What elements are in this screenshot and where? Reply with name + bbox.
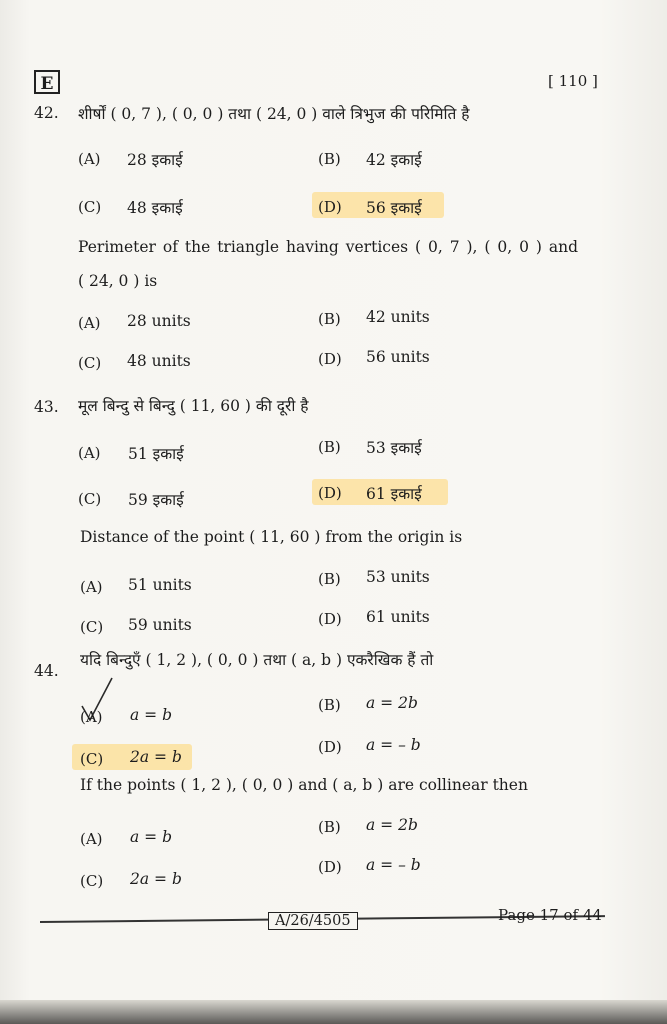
q44-english-option-b: a = 2b: [366, 816, 418, 834]
q43-hindi-option-b-label: (B): [318, 438, 341, 456]
q44-hindi-option-c: 2a = b: [130, 748, 182, 766]
q42-english-option-a: 28 units: [127, 312, 191, 330]
q44-hindi-option-b-label: (B): [318, 696, 341, 714]
question-43-hindi: मूल बिन्दु से बिन्दु ( 11, 60 ) की दूरी है: [78, 397, 309, 415]
q42-hindi-option-c-label: (C): [78, 198, 102, 216]
q44-hindi-option-d: a = – b: [366, 736, 421, 754]
question-44-english: If the points ( 1, 2 ), ( 0, 0 ) and ( a, b ) are collinear then: [80, 776, 528, 794]
q42-hindi-option-b: 42 इकाई: [366, 151, 422, 169]
q44-english-option-a: a = b: [130, 828, 173, 846]
paper-code: A/26/4505: [268, 912, 358, 930]
q43-hindi-option-c: 59 इकाई: [128, 491, 184, 509]
q43-hindi-option-c-label: (C): [78, 490, 102, 508]
q44-hindi-option-a: a = b: [130, 706, 173, 724]
q44-english-option-d: a = – b: [366, 856, 421, 874]
q42-hindi-option-b-label: (B): [318, 150, 341, 168]
q42-english-option-d-label: (D): [318, 350, 342, 368]
scan-shadow: [0, 1000, 667, 1024]
q44-hindi-option-b: a = 2b: [366, 694, 418, 712]
q44-english-option-c-label: (C): [80, 872, 104, 890]
q42-hindi-option-c: 48 इकाई: [127, 199, 183, 217]
q43-hindi-option-d: 61 इकाई: [366, 485, 422, 503]
q43-english-option-c-label: (C): [80, 618, 104, 636]
q44-english-option-a-label: (A): [80, 830, 103, 848]
q44-english-option-b-label: (B): [318, 818, 341, 836]
question-43-english: Distance of the point ( 11, 60 ) from the origin is: [80, 528, 463, 546]
q42-hindi-option-d: 56 इकाई: [366, 199, 422, 217]
q42-hindi-option-a-label: (A): [78, 150, 101, 168]
q43-english-option-d: 61 units: [366, 608, 430, 626]
question-number-42: 42.: [34, 104, 59, 122]
q42-english-option-a-label: (A): [78, 314, 101, 332]
page-code: [ 110 ]: [548, 72, 598, 90]
q42-english-option-b-label: (B): [318, 310, 341, 328]
q42-hindi-option-d-label: (D): [318, 198, 342, 216]
q42-english-option-c: 48 units: [127, 352, 191, 370]
q44-hindi-option-c-label: (C): [80, 750, 104, 768]
question-42-english-line1: Perimeter of the triangle having vertices ( 0, 7 ), ( 0, 0 ) and: [78, 238, 578, 256]
q44-english-option-d-label: (D): [318, 858, 342, 876]
q44-hindi-option-d-label: (D): [318, 738, 342, 756]
q42-english-option-b: 42 units: [366, 308, 430, 326]
question-42-english-line2: ( 24, 0 ) is: [78, 272, 158, 290]
section-box: E: [34, 70, 60, 94]
q43-hindi-option-d-label: (D): [318, 484, 342, 502]
page-number: Page 17 of 44: [498, 906, 602, 924]
question-number-44: 44.: [34, 662, 59, 680]
q44-hindi-option-a-label: (A): [80, 708, 103, 726]
q42-hindi-option-a: 28 इकाई: [127, 151, 183, 169]
q43-hindi-option-a: 51 इकाई: [128, 445, 184, 463]
q43-hindi-option-a-label: (A): [78, 444, 101, 462]
q42-english-option-d: 56 units: [366, 348, 430, 366]
question-number-43: 43.: [34, 398, 59, 416]
q43-english-option-d-label: (D): [318, 610, 342, 628]
q43-english-option-b: 53 units: [366, 568, 430, 586]
q43-hindi-option-b: 53 इकाई: [366, 439, 422, 457]
q42-english-option-c-label: (C): [78, 354, 102, 372]
question-42-hindi: शीर्षों ( 0, 7 ), ( 0, 0 ) तथा ( 24, 0 ) वाले त्रिभुज की परिमिति है: [78, 105, 470, 123]
q44-english-option-c: 2a = b: [130, 870, 182, 888]
q43-english-option-c: 59 units: [128, 616, 192, 634]
q43-english-option-a: 51 units: [128, 576, 192, 594]
q43-english-option-a-label: (A): [80, 578, 103, 596]
question-44-hindi: यदि बिन्दुएँ ( 1, 2 ), ( 0, 0 ) तथा ( a, b ) एकरैखिक हैं तो: [80, 651, 434, 669]
q43-english-option-b-label: (B): [318, 570, 341, 588]
